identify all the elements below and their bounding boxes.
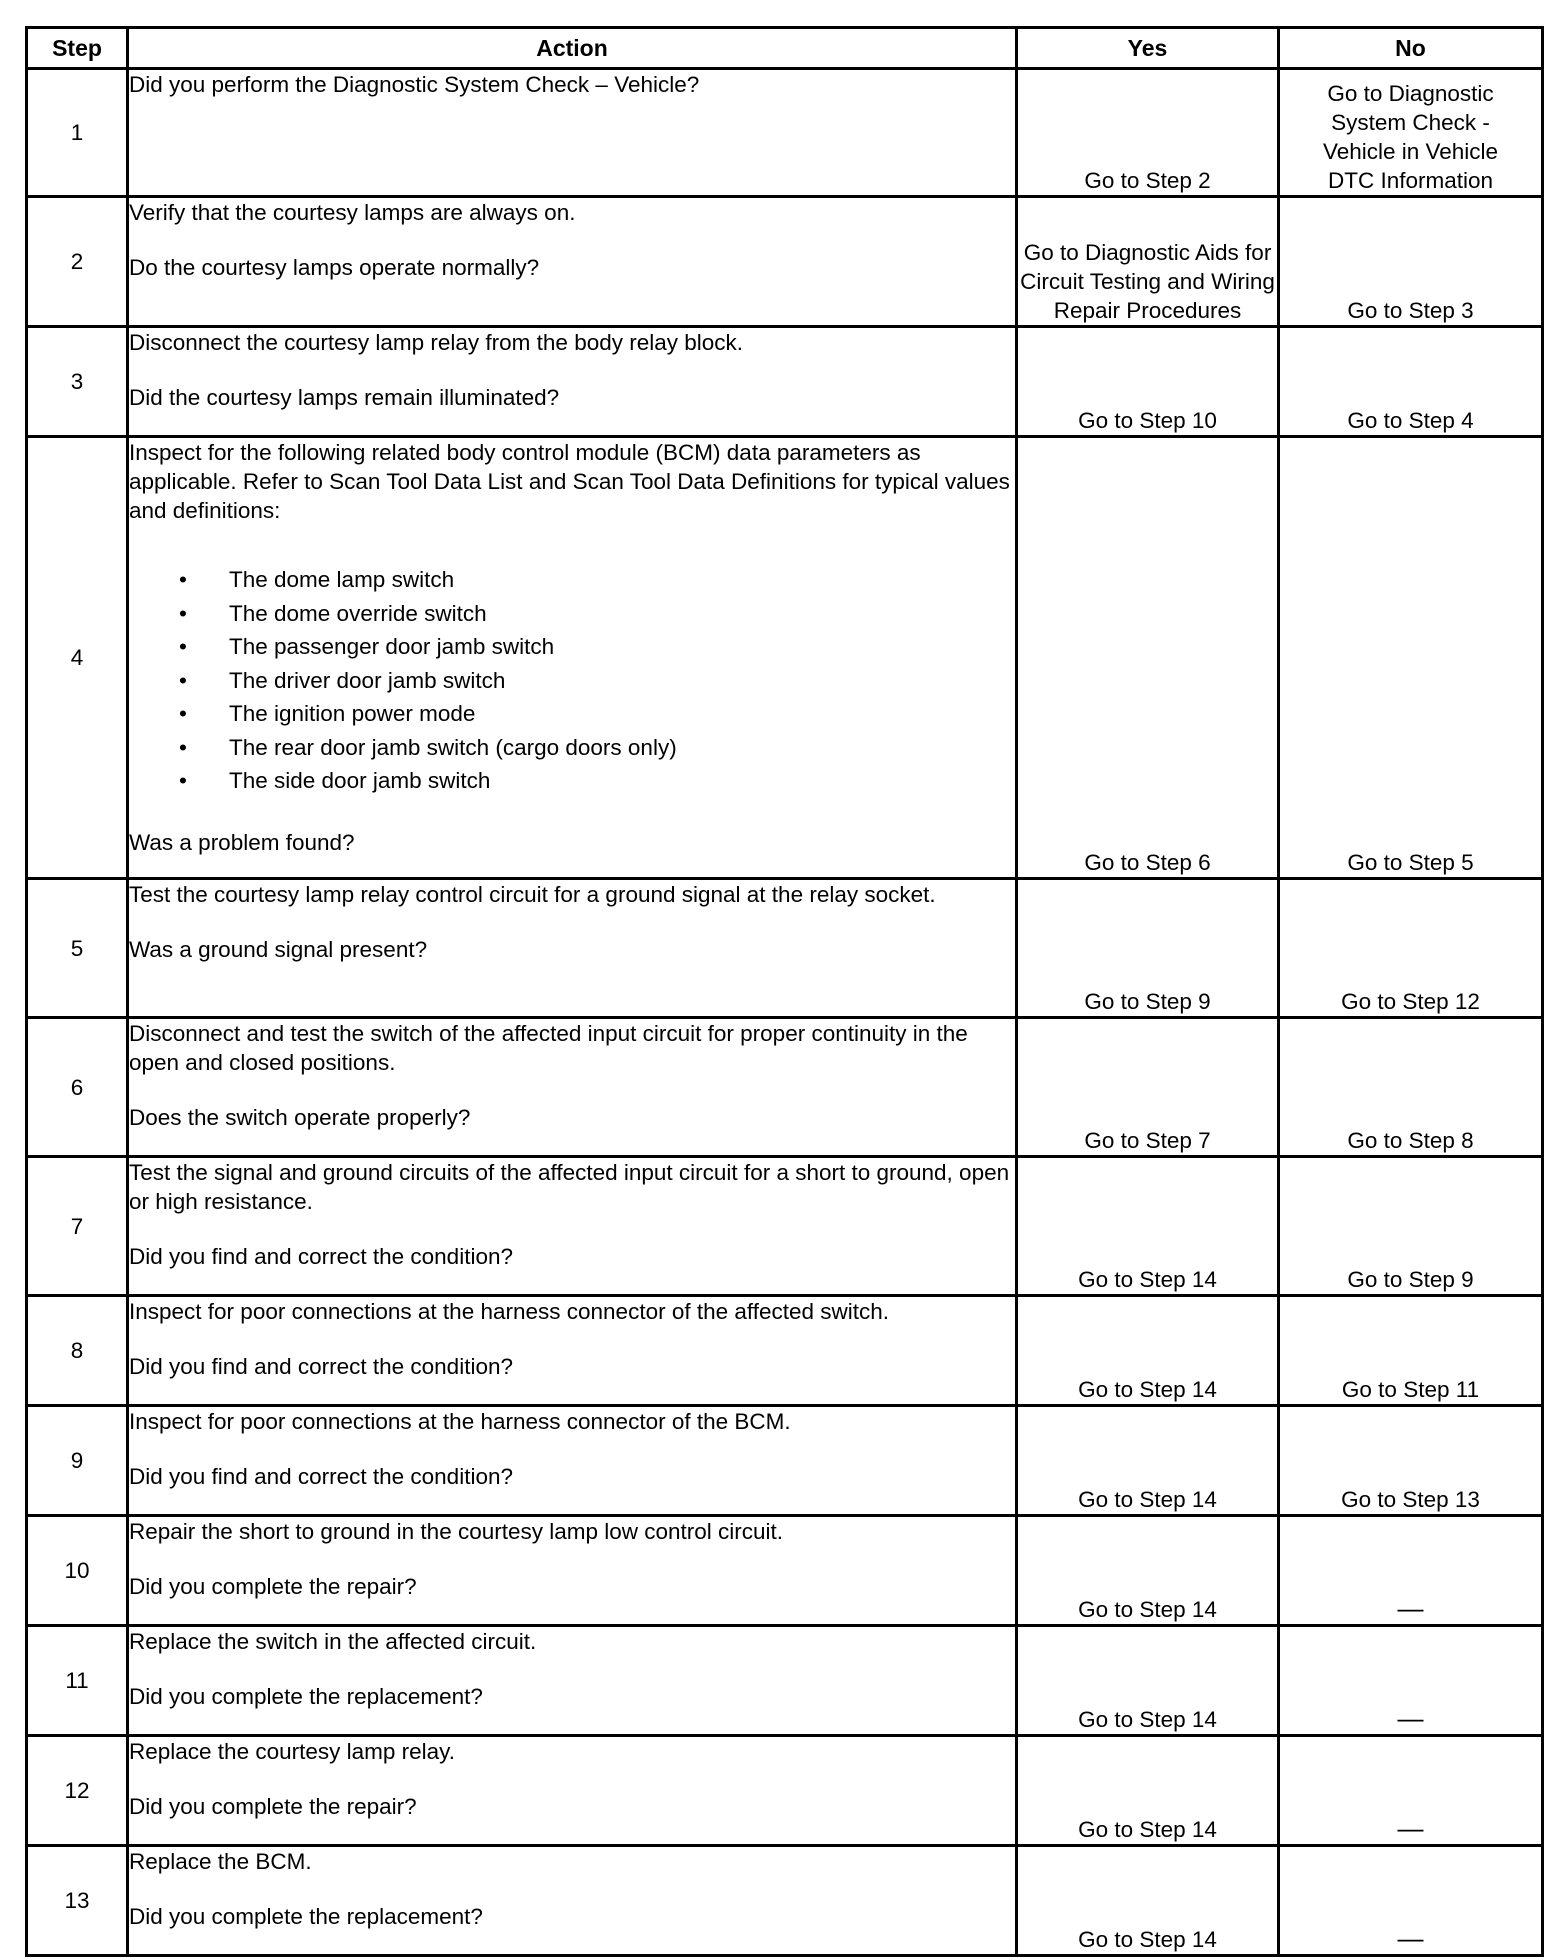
step-number: 13: [27, 1846, 128, 1956]
no-result: [1279, 1516, 1543, 1626]
action-question: Did you complete the repair?: [129, 1794, 417, 1819]
dash-mark: —: [1397, 1593, 1424, 1623]
action-text: Disconnect and test the switch of the affected input circuit for proper continuity in the open and closed positions.: [129, 1021, 968, 1075]
step-number: 6: [27, 1018, 128, 1157]
action-text: Replace the courtesy lamp relay.: [129, 1739, 455, 1764]
step-number: 12: [27, 1736, 128, 1846]
header-row: [27, 28, 1543, 69]
action-question: Did you find and correct the condition?: [129, 1354, 513, 1379]
action-cell: [128, 1406, 1017, 1516]
action-question: Do the courtesy lamps operate normally?: [129, 255, 540, 280]
action-column-header: Action: [128, 28, 1017, 69]
table-row: [27, 1626, 1543, 1736]
yes-result: Go to Step 2: [1017, 69, 1279, 197]
no-result: Go to Step 11: [1279, 1296, 1543, 1406]
step-number: 2: [27, 197, 128, 327]
table-row: [27, 1018, 1543, 1157]
action-cell: [128, 1736, 1017, 1846]
no-result: Go to Step 9: [1279, 1157, 1543, 1296]
no-result: Go to Step 5: [1279, 437, 1543, 879]
dash-mark: —: [1397, 1813, 1424, 1843]
step-number: 4: [27, 437, 128, 879]
no-result: Go to Step 3: [1279, 197, 1543, 327]
action-text: Repair the short to ground in the courtesy lamp low control circuit.: [129, 1519, 784, 1544]
list-item: • The side door jamb switch: [179, 764, 1015, 798]
step-column-header: Step: [27, 28, 128, 69]
yes-result: Go to Step 10: [1017, 327, 1279, 437]
list-item: • The passenger door jamb switch: [179, 630, 1015, 664]
action-question: Did you find and correct the condition?: [129, 1464, 513, 1489]
diagnostic-table: [25, 26, 1544, 1957]
table-row: [27, 327, 1543, 437]
list-item: • The rear door jamb switch (cargo doors only): [179, 731, 1015, 765]
action-cell: [128, 1516, 1017, 1626]
action-text: Disconnect the courtesy lamp relay from the body relay block.: [129, 330, 744, 355]
yes-result: Go to Step 14: [1017, 1296, 1279, 1406]
yes-result: Go to Step 14: [1017, 1846, 1279, 1956]
step-number: 1: [27, 69, 128, 197]
action-cell: [128, 1157, 1017, 1296]
no-result: Go to Diagnostic System Check - Vehicle in Vehicle DTC Information: [1279, 69, 1543, 197]
action-question: Did you find and correct the condition?: [129, 1244, 513, 1269]
action-cell: [128, 879, 1017, 1018]
table-row: [27, 879, 1543, 1018]
action-question: Did the courtesy lamps remain illuminated?: [129, 385, 560, 410]
action-text: Inspect for poor connections at the harness connector of the affected switch.: [129, 1299, 890, 1324]
action-question: Was a ground signal present?: [129, 937, 428, 962]
action-text: Did you perform the Diagnostic System Check – Vehicle?: [129, 72, 700, 97]
step-number: 10: [27, 1516, 128, 1626]
action-text: Replace the switch in the affected circuit.: [129, 1629, 537, 1654]
action-question: Does the switch operate properly?: [129, 1105, 471, 1130]
table-row: [27, 1157, 1543, 1296]
action-question: Did you complete the replacement?: [129, 1904, 483, 1929]
action-text: Verify that the courtesy lamps are always on.: [129, 200, 576, 225]
yes-result: Go to Step 14: [1017, 1736, 1279, 1846]
list-item: • The driver door jamb switch: [179, 664, 1015, 698]
no-result: [1279, 1846, 1543, 1956]
yes-result: Go to Step 14: [1017, 1516, 1279, 1626]
step-number: 7: [27, 1157, 128, 1296]
step-number: 8: [27, 1296, 128, 1406]
action-question: Did you complete the replacement?: [129, 1684, 483, 1709]
action-text: Test the signal and ground circuits of the affected input circuit for a short to ground, open or high resistance.: [129, 1160, 1010, 1214]
dash-mark: —: [1397, 1703, 1424, 1733]
action-cell: [128, 1018, 1017, 1157]
table-row: [27, 197, 1543, 327]
no-result: Go to Step 13: [1279, 1406, 1543, 1516]
step-number: 3: [27, 327, 128, 437]
step-number: 11: [27, 1626, 128, 1736]
action-text: Replace the BCM.: [129, 1849, 312, 1874]
step-number: 9: [27, 1406, 128, 1516]
table-row: [27, 437, 1543, 879]
no-result: Go to Step 4: [1279, 327, 1543, 437]
action-text: Inspect for poor connections at the harness connector of the BCM.: [129, 1409, 791, 1434]
yes-result: Go to Step 9: [1017, 879, 1279, 1018]
action-cell: [128, 327, 1017, 437]
yes-result: Go to Diagnostic Aids for Circuit Testing and Wiring Repair Procedures: [1017, 197, 1279, 327]
action-text: Inspect for the following related body control module (BCM) data parameters as applicable. Refer to Scan Tool Data List and Scan Tool Data Definitions for typical values and definitions:: [129, 440, 1010, 523]
no-result: [1279, 1736, 1543, 1846]
action-question: Did you complete the repair?: [129, 1574, 417, 1599]
table-row: [27, 1296, 1543, 1406]
table-row: [27, 1406, 1543, 1516]
list-item: • The ignition power mode: [179, 697, 1015, 731]
yes-result: Go to Step 14: [1017, 1406, 1279, 1516]
list-item: • The dome lamp switch: [179, 563, 1015, 597]
no-result: Go to Step 12: [1279, 879, 1543, 1018]
yes-result: Go to Step 14: [1017, 1626, 1279, 1736]
action-cell: [128, 197, 1017, 327]
table-row: [27, 1516, 1543, 1626]
action-cell: [128, 69, 1017, 197]
parameter-list: [129, 563, 1015, 798]
action-cell: [128, 1846, 1017, 1956]
action-cell: [128, 437, 1017, 879]
table-row: [27, 1846, 1543, 1956]
yes-result: Go to Step 7: [1017, 1018, 1279, 1157]
no-column-header: No: [1279, 28, 1543, 69]
yes-result: Go to Step 14: [1017, 1157, 1279, 1296]
no-result: [1279, 1626, 1543, 1736]
step-number: 5: [27, 879, 128, 1018]
action-cell: [128, 1626, 1017, 1736]
list-item: • The dome override switch: [179, 597, 1015, 631]
action-question: Was a problem found?: [129, 829, 355, 855]
action-text: Test the courtesy lamp relay control circuit for a ground signal at the relay socket.: [129, 882, 936, 907]
yes-column-header: Yes: [1017, 28, 1279, 69]
table-row: [27, 69, 1543, 197]
dash-mark: —: [1397, 1923, 1424, 1953]
yes-result: Go to Step 6: [1017, 437, 1279, 879]
action-cell: [128, 1296, 1017, 1406]
table-row: [27, 1736, 1543, 1846]
no-result: Go to Step 8: [1279, 1018, 1543, 1157]
